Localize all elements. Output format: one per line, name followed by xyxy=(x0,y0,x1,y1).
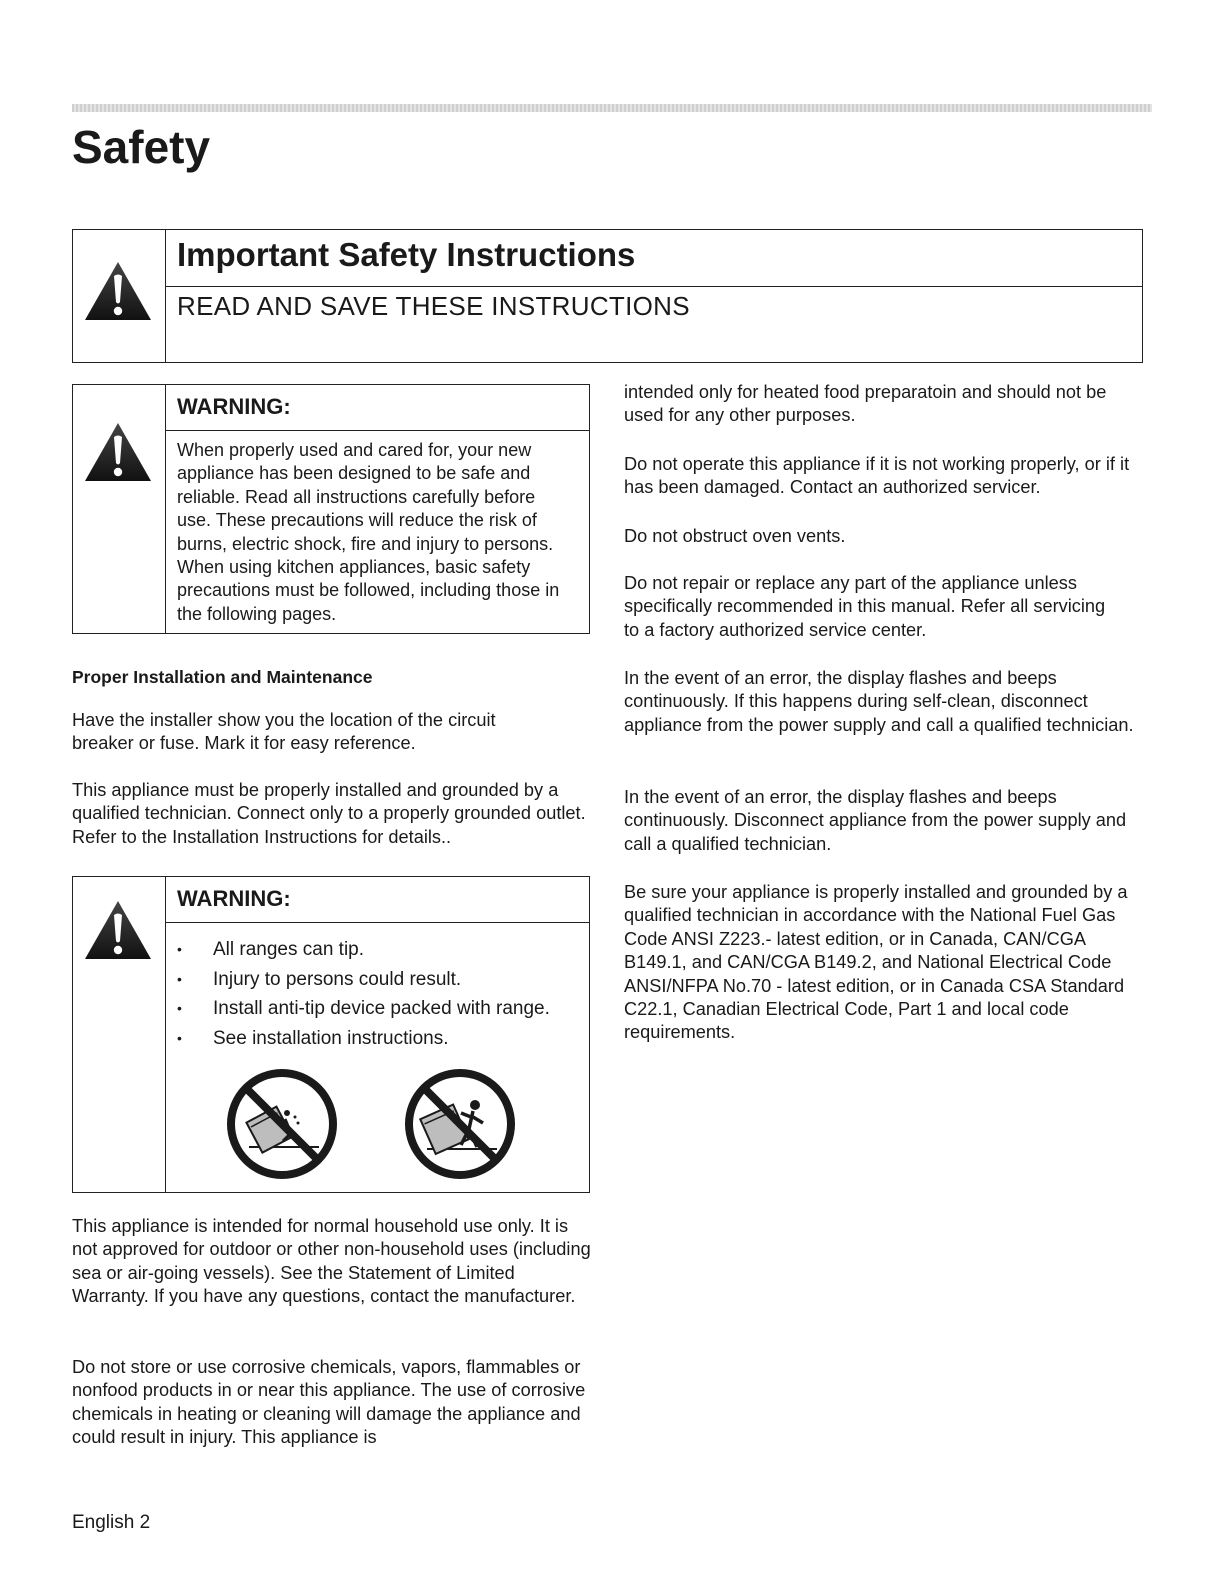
no-tip-person-icon xyxy=(403,1067,517,1181)
warning-list xyxy=(177,935,579,1053)
warning-heading: WARNING: xyxy=(165,385,589,431)
installation-paragraph: Have the installer show you the location of the circuit breaker or fuse. Mark it for easy reference. xyxy=(72,710,496,754)
top-rule xyxy=(72,104,1152,112)
body-paragraph: In the event of an error, the display flashes and beeps continuously. If this happens during self-clean, disconnect appliance from the power supply and call a qualified technician. xyxy=(624,668,1134,735)
warning-box-tip xyxy=(72,876,590,1193)
list-item: • All ranges can tip. xyxy=(177,935,579,965)
body-paragraph: This appliance is intended for normal household use only. It is not approved for outdoor or other non-household uses (including sea or air-going vessels). See the Statement of Limited Warranty. If you have any questions, contact the manufacturer. xyxy=(72,1216,591,1307)
installation-paragraph: This appliance must be properly installed and grounded by a qualified technician. Connect only to a properly grounded outlet. Refer to the Installation Instructions for details.. xyxy=(72,780,586,847)
body-paragraph: Do not obstruct oven vents. xyxy=(624,526,846,546)
no-tip-child-icon xyxy=(225,1067,339,1181)
body-paragraph: Do not operate this appliance if it is not working properly, or if it has been damaged. Contact an authorized servicer. xyxy=(624,454,1130,498)
body-paragraph: intended only for heated food preparatoin and should not be used for any other purposes. xyxy=(624,382,1107,426)
warning-box-general xyxy=(72,384,590,634)
important-safety-box xyxy=(72,229,1143,363)
page-number: English 2 xyxy=(72,1512,151,1533)
important-content xyxy=(165,230,1142,362)
important-icon-cell xyxy=(73,230,166,362)
body-paragraph: In the event of an error, the display flashes and beeps continuously. Disconnect appliance from the power supply and call a qualified technician. xyxy=(624,787,1127,854)
warning-icon-cell xyxy=(73,385,166,633)
warning-content xyxy=(165,385,589,633)
warning-triangle-icon xyxy=(83,260,153,322)
body-paragraph: Be sure your appliance is properly installed and grounded by a qualified technician in accordance with the National Fuel Gas Code ANSI Z223.- latest edition, or in Canada, CAN/CGA B149.1, and CAN/CGA B149.2, and National Electrical Code ANSI/NFPA No.70 - latest edition, or in Canada CSA Standard C22.1, Canadian Electrical Code, Part 1 and local code requirements. xyxy=(624,882,1128,1043)
list-item: • Install anti-tip device packed with range. xyxy=(177,994,579,1024)
installation-heading: Proper Installation and Maintenance xyxy=(72,667,373,687)
warning-triangle-icon xyxy=(83,899,153,961)
warning-heading: WARNING: xyxy=(165,877,589,923)
important-title: Important Safety Instructions xyxy=(177,236,636,273)
warning-text: When properly used and cared for, your new appliance has been designed to be safe and reliable. Read all instructions carefully before use. These precautions will reduce the risk of burns, electric shock, fire and injury to persons. When using kitchen appliances, basic safety precautions must be followed, including those in the following pages. xyxy=(177,440,560,624)
body-paragraph: Do not store or use corrosive chemicals, vapors, flammables or nonfood products in or near this appliance. The use of corrosive chemicals in heating or cleaning will damage the appliance and could result in injury. This appliance is xyxy=(72,1357,586,1448)
warning-triangle-icon xyxy=(83,421,153,483)
page-title: Safety xyxy=(72,121,211,173)
list-item: • Injury to persons could result. xyxy=(177,965,579,995)
important-subtitle: READ AND SAVE THESE INSTRUCTIONS xyxy=(165,286,1142,322)
warning-icon-cell xyxy=(73,877,166,1192)
warning-content xyxy=(165,877,589,1192)
body-paragraph: Do not repair or replace any part of the appliance unless specifically recommended in this manual. Refer all servicing to a factory authorized service center. xyxy=(624,573,1106,640)
list-item: • See installation instructions. xyxy=(177,1024,579,1054)
